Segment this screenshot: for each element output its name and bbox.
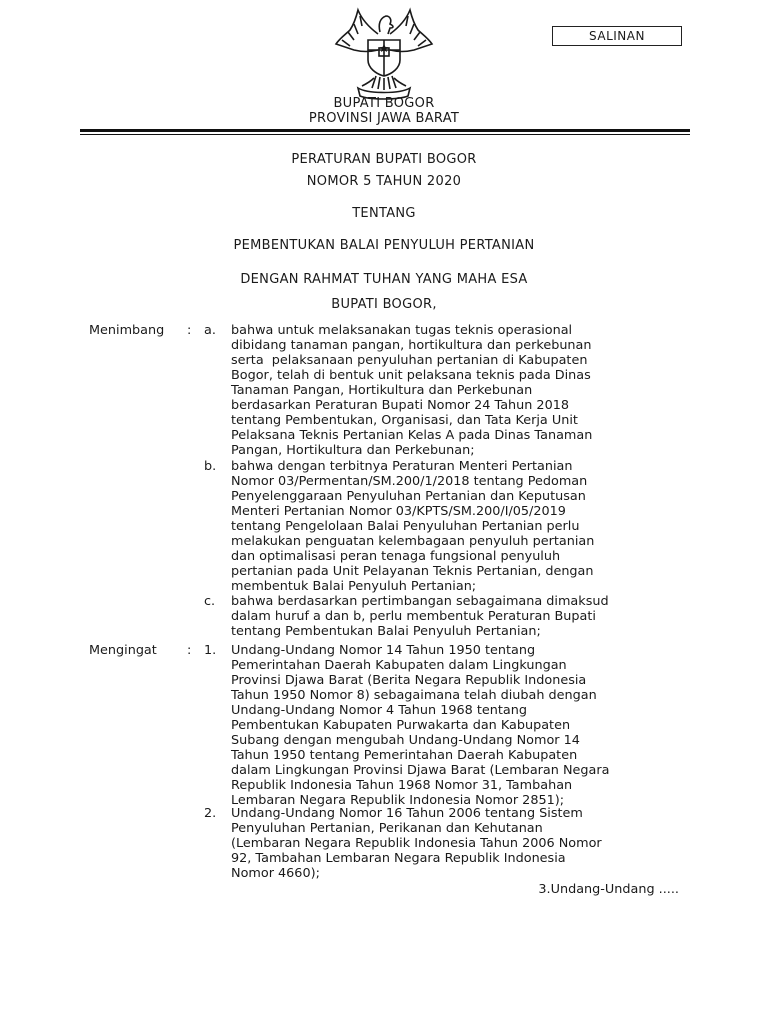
mengingat-label: Mengingat [89,643,157,658]
menimbang-marker-b: b. [204,459,217,474]
regulation-subject: PEMBENTUKAN BALAI PENYULUH PERTANIAN [233,238,535,253]
menimbang-item-a: bahwa untuk melaksanakan tugas teknis operasional dibidang tanaman pangan, hortikultura dan perkebunan serta pelaksanaan penyuluhan pertanian di Kabupaten Bogor, telah di bentuk unit pelaksana teknis pada Dinas Tanaman Pangan, Hortikultura dan Perkebunan berdasarkan Peraturan Bupati Nomor 24 Tahun 2018 tentang Pembentukan, Organisasi, dan Tata Kerja Unit Pelaksana Teknis Pertanian Kelas A pada Dinas Tanaman Pangan, Hortikultura dan Perkebunan; [231,323,593,458]
menimbang-label: Menimbang [89,323,165,338]
header-rule-thick [80,129,690,132]
continuation-text: 3.Undang-Undang ..... [538,882,679,897]
salinan-stamp: SALINAN [552,26,682,46]
menimbang-marker-c: c. [204,594,216,609]
regulation-number: NOMOR 5 TAHUN 2020 [306,174,462,189]
header-line1: BUPATI BOGOR [333,96,435,111]
invocation: DENGAN RAHMAT TUHAN YANG MAHA ESA [240,272,528,287]
mengingat-item-2: Undang-Undang Nomor 16 Tahun 2006 tentang Sistem Penyuluhan Pertanian, Perikanan dan Kehutanan (Lembaran Negara Republik Indonesia Tahun 2006 Nomor 92, Tambahan Lembaran Negara Republik Indonesia Nomor 4660); [231,806,602,881]
menimbang-marker-a: a. [204,323,216,338]
mengingat-colon: : [187,643,192,658]
mengingat-item-1: Undang-Undang Nomor 14 Tahun 1950 tentang Pemerintahan Daerah Kabupaten dalam Lingkungan Provinsi Djawa Barat (Berita Negara Republik Indonesia Tahun 1950 Nomor 8) sebagaimana telah diubah dengan Undang-Undang Nomor 4 Tahun 1968 tentang Pembentukan Kabupaten Purwakarta dan Kabupaten Subang dengan mengubah Undang-Undang Nomor 14 Tahun 1950 tentang Pemerintahan Daerah Kabupaten dalam Lingkungan Provinsi Djawa Barat (Lembaran Negara Republik Indonesia Tahun 1968 Nomor 31, Tambahan Lembaran Negara Republik Indonesia Nomor 2851); [231,643,610,808]
authority: BUPATI BOGOR, [331,297,437,312]
header-line2: PROVINSI JAWA BARAT [308,111,460,126]
regulation-title: PERATURAN BUPATI BOGOR [291,152,477,167]
tentang-heading: TENTANG [352,206,416,221]
menimbang-item-b: bahwa dengan terbitnya Peraturan Menteri Pertanian Nomor 03/Permentan/SM.200/1/2018 tentang Pedoman Penyelenggaraan Penyuluhan Pertanian dan Keputusan Menteri Pertanian Nomor 03/KPTS/SM.200/I/05/2019 tentang Pengelolaan Balai Penyuluhan Pertanian perlu melakukan penguatan kelembagaan penyuluh pertanian dan optimalisasi peran tenaga fungsional penyuluh pertanian pada Unit Pelayanan Teknis Pertanian, dengan membentuk Balai Penyuluh Pertanian; [231,459,595,594]
menimbang-item-c: bahwa berdasarkan pertimbangan sebagaimana dimaksud dalam huruf a dan b, perlu membentuk Peraturan Bupati tentang Pembentukan Balai Penyuluh Pertanian; [231,594,609,639]
mengingat-marker-1: 1. [204,643,217,658]
menimbang-colon: : [187,323,192,338]
garuda-pancasila-emblem-icon [332,4,436,100]
mengingat-marker-2: 2. [204,806,217,821]
header-rule-thin [80,134,690,135]
